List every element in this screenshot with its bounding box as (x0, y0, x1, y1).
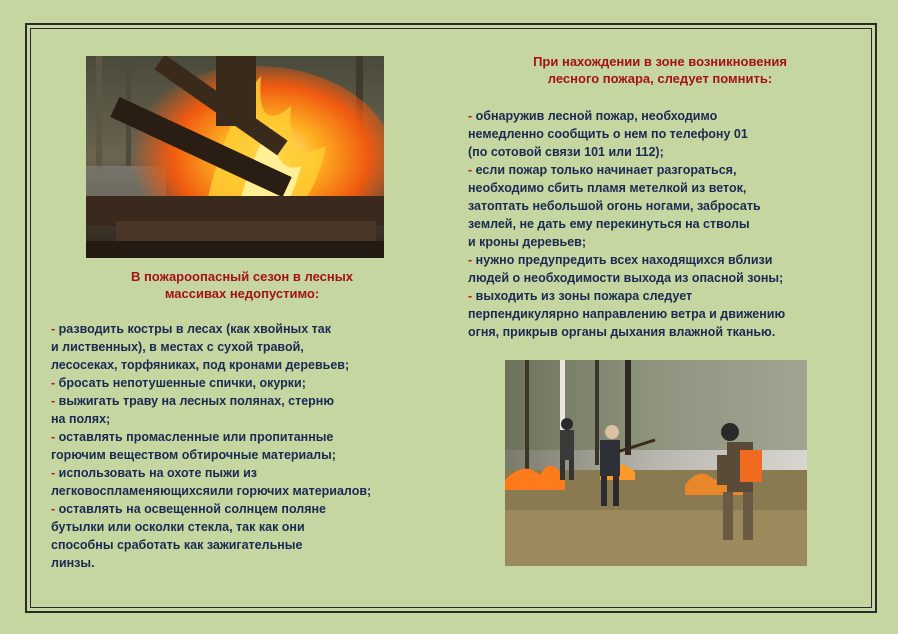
list-item (468, 161, 868, 251)
left-heading (86, 268, 398, 302)
list-dash: - (51, 322, 59, 336)
list-item-line: (по сотовой связи 101 или 112); (468, 145, 664, 159)
list-item-line: горючим веществом обтирочные материалы; (51, 448, 336, 462)
list-item-line: необходимо сбить пламя метелкой из веток, (468, 181, 747, 195)
firefighters-photo (505, 360, 807, 566)
list-item-line: огня, прикрыв органы дыхания влажной тканью. (468, 325, 776, 339)
list-item-line (51, 374, 451, 392)
list-item-line (51, 428, 451, 446)
left-heading-line: В пожароопасный сезон в лесных (130, 269, 354, 284)
list-item-line (468, 107, 868, 125)
list-dash: - (51, 502, 59, 516)
list-item-line: легковоспламеняющихсяили горючих материалов; (51, 484, 372, 498)
list-item-line: линзы. (51, 556, 95, 570)
list-dash: - (468, 109, 476, 123)
list-item-text: выжигать траву на лесных полянах, стерню (58, 394, 335, 408)
list-item (468, 107, 868, 161)
list-item-line: способны сработать как зажигательные (51, 538, 303, 552)
left-heading-line: массивах недопустимо: (164, 286, 320, 301)
list-item (51, 428, 451, 464)
list-item-text: использовать на охоте пыжи из (58, 466, 258, 480)
list-item-line: землей, не дать ему перекинуться на стволы (468, 217, 750, 231)
list-item-line (468, 251, 868, 269)
list-item-text: оставлять на освещенной солнцем поляне (58, 502, 326, 516)
list-item-line: людей о необходимости выхода из опасной зоны; (468, 271, 784, 285)
prohibited-actions-list (51, 320, 451, 572)
list-item-line: затоптать небольшой огонь ногами, забросать (468, 199, 761, 213)
list-item-text: если пожар только начинает разгораться, (475, 163, 737, 177)
list-item-line: на полях; (51, 412, 111, 426)
fire-safety-rules-list (468, 107, 868, 341)
list-item-text: бросать непотушенные спички, окурки; (58, 376, 306, 390)
list-item (51, 464, 451, 500)
list-item (51, 392, 451, 428)
list-dash: - (51, 376, 59, 390)
right-heading (470, 53, 850, 87)
list-dash: - (51, 430, 59, 444)
list-item-line (51, 500, 451, 518)
list-item-line (468, 161, 868, 179)
list-item (468, 287, 868, 341)
list-item-text: оставлять промасленные или пропитанные (58, 430, 334, 444)
list-item-line: бутылки или осколки стекла, так как они (51, 520, 305, 534)
list-item-text: выходить из зоны пожара следует (475, 289, 693, 303)
list-item-line (51, 392, 451, 410)
campfire-photo (86, 56, 384, 258)
list-dash: - (468, 253, 476, 267)
list-item-line: и лиственных), в местах с сухой травой, (51, 340, 304, 354)
list-dash: - (468, 289, 476, 303)
list-item (51, 320, 451, 374)
list-dash: - (468, 163, 476, 177)
list-item-line (51, 464, 451, 482)
list-dash: - (51, 466, 59, 480)
list-item-line: лесосеках, торфяниках, под кронами деревьев; (51, 358, 350, 372)
list-item (51, 500, 451, 572)
list-item-line (51, 320, 451, 338)
right-heading-line: лесного пожара, следует помнить: (547, 71, 773, 86)
list-item (468, 251, 868, 287)
list-item-text: обнаружив лесной пожар, необходимо (475, 109, 718, 123)
list-item-line: немедленно сообщить о нем по телефону 01 (468, 127, 748, 141)
list-item-line (468, 287, 868, 305)
list-item (51, 374, 451, 392)
list-item-line: перпендикулярно направлению ветра и движению (468, 307, 786, 321)
list-item-line: и кроны деревьев; (468, 235, 587, 249)
list-item-text: нужно предупредить всех находящихся вблизи (475, 253, 773, 267)
list-dash: - (51, 394, 59, 408)
right-heading-line: При нахождении в зоне возникновения (533, 54, 787, 69)
list-item-text: разводить костры в лесах (как хвойных так (58, 322, 331, 336)
